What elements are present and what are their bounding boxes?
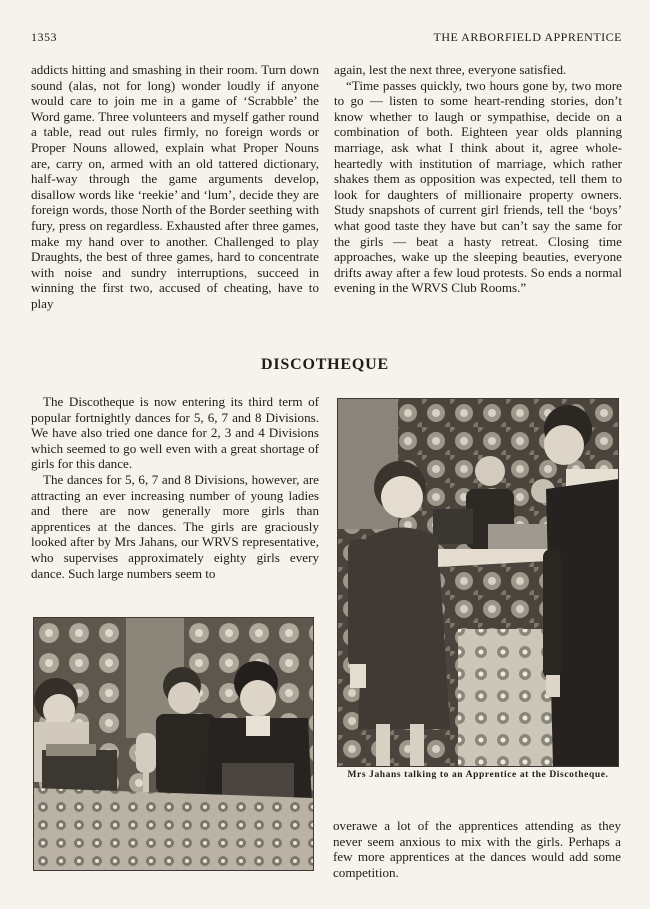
closing-text: [333, 818, 621, 880]
page-number: 1353: [31, 30, 57, 44]
column-2-paragraph-2: “Time passes quickly, two hours gone by, two more to go — listen to some heart-rending stories, don’t know whether to laugh or sympathise, decide on a combination of both. Eighteen year olds planning marriage, ask what I think about it, agree whole-heartedly with institution of marriage, which rather shakes them as opposition was expected, tell them to look for daughters of millionaire property owners. Study snapshots of current girl friends, tell the ‘boys’ what good taste they have but can’t say the same for the girls — beat a hasty retreat. Closing time approaches, wake up the sleeping beauties, everyone drifts away after a few loud protests. So ends a normal evening in the WRVS Club Rooms.”: [334, 77, 622, 296]
photo-mrs-jahans: [337, 398, 619, 767]
column-2-paragraph-1: again, lest the next three, everyone satisfied.: [334, 62, 567, 77]
photo-caption: Mrs Jahans talking to an Apprentice at the Discotheque.: [347, 770, 609, 780]
closing-paragraph: overawe a lot of the apprentices attending as they never seem anxious to mix with the girls. Perhaps a few more apprentices at the dances would add some competition.: [333, 818, 621, 880]
discotheque-paragraph-2: The dances for 5, 6, 7 and 8 Divisions, however, are attracting an ever increasing number of young ladies and there are now generally more girls than apprentices at the dances. The girls are graciously looked after by Mrs Jahans, our WRVS representative, who supervises approximately eighty girls every dance. Such large numbers seem to: [31, 471, 319, 581]
running-header: THE ARBORFIELD APPRENTICE: [433, 30, 622, 44]
section-heading: DISCOTHEQUE: [261, 356, 389, 373]
column-1-paragraph: addicts hitting and smashing in their room. Turn down sound (alas, not for long) wonder loudly if anyone would care to join me in a game of ‘Scrabble’ the Word game. Three volunteers and myself gather round a table, read out rules firmly, no foreign words or Proper Nouns allowed, explain what Proper Nouns are, carry on, armed with an old tattered dictionary, half-way through the game arguments develop, disallow words like ‘reekie’ and ‘lum’, decide they are foreign words, those North of the Border seething with fury, press on regardless. Exhausted after three games, make my hand over to another. Challenged to play Draughts, the best of three games, hard to concentrate with noise and sundry interruptions, succeed in winning the first two, accused of cheating, have to play: [31, 62, 319, 311]
photo-discotheque-deck-image: [34, 618, 313, 870]
photo-discotheque-deck: [33, 617, 314, 871]
photo-mrs-jahans-image: [338, 399, 618, 766]
column-2-text: [334, 62, 622, 296]
discotheque-text: [31, 394, 319, 581]
column-1-text: [31, 62, 319, 312]
discotheque-paragraph-1: The Discotheque is now entering its third term of popular fortnightly dances for 5, 6, 7 and 8 Divisions. We have also tried one dance for 2, 3 and 4 Divisions which seemed to go well even with a great shortage of girls for this dance.: [31, 394, 319, 472]
